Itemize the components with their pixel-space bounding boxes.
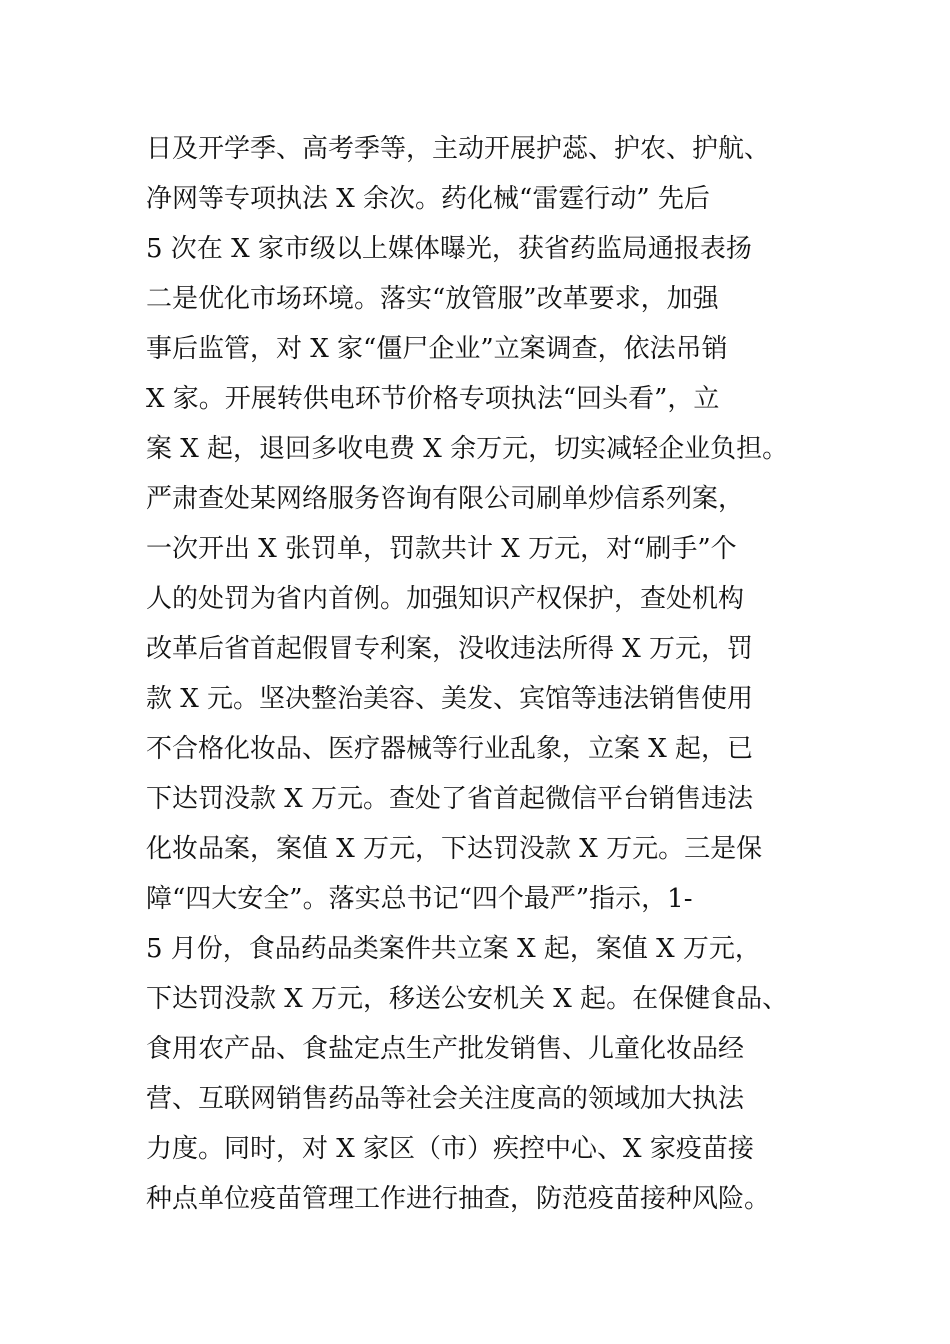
text-line: 款 X 元。坚决整治美容、美发、宾馆等违法销售使用 bbox=[146, 684, 754, 714]
text-line: 事后监管，对 X 家“僵尸企业”立案调查，依法吊销 bbox=[146, 334, 728, 364]
text-line: 严肃查处某网络服务咨询有限公司刷单炒信系列案， bbox=[146, 484, 745, 514]
text-line: 营、互联网销售药品等社会关注度高的领域加大执法 bbox=[146, 1084, 745, 1114]
text-line: 净网等专项执法 X 余次。药化械“雷霆行动” 先后 bbox=[146, 184, 710, 214]
text-line: 一次开出 X 张罚单，罚款共计 X 万元，对“刷手”个 bbox=[146, 534, 737, 564]
text-line: 改革后省首起假冒专利案，没收违法所得 X 万元，罚 bbox=[146, 634, 754, 664]
text-line: 下达罚没款 X 万元。查处了省首起微信平台销售违法 bbox=[146, 784, 754, 814]
text-line: 二是优化市场环境。落实“放管服”改革要求，加强 bbox=[146, 284, 719, 314]
text-line: 5 次在 X 家市级以上媒体曝光，获省药监局通报表扬 bbox=[146, 234, 752, 264]
body-text bbox=[146, 124, 846, 1224]
text-line: 障“四大安全”。落实总书记“四个最严”指示，1- bbox=[146, 884, 693, 914]
text-line: 日及开学季、高考季等，主动开展护蕊、护农、护航、 bbox=[146, 134, 771, 164]
text-line: 下达罚没款 X 万元，移送公安机关 X 起。在保健食品、 bbox=[146, 984, 789, 1014]
text-line: 案 X 起，退回多收电费 X 余万元，切实减轻企业负担。 bbox=[146, 434, 789, 464]
text-line: 5 月份，食品药品类案件共立案 X 起，案值 X 万元， bbox=[146, 934, 761, 964]
text-line: 种点单位疫苗管理工作进行抽查，防范疫苗接种风险。 bbox=[146, 1184, 771, 1214]
text-line: 力度。同时，对 X 家区（市）疾控中心、X 家疫苗接 bbox=[146, 1134, 754, 1164]
text-line: 化妆品案，案值 X 万元，下达罚没款 X 万元。三是保 bbox=[146, 834, 763, 864]
text-line: 人的处罚为省内首例。加强知识产权保护，查处机构 bbox=[146, 584, 745, 614]
text-line: 食用农产品、食盐定点生产批发销售、儿童化妆品经 bbox=[146, 1034, 745, 1064]
text-line: X 家。开展转供电环节价格专项执法“回头看”，立 bbox=[146, 384, 720, 414]
text-line: 不合格化妆品、医疗器械等行业乱象，立案 X 起，已 bbox=[146, 734, 754, 764]
